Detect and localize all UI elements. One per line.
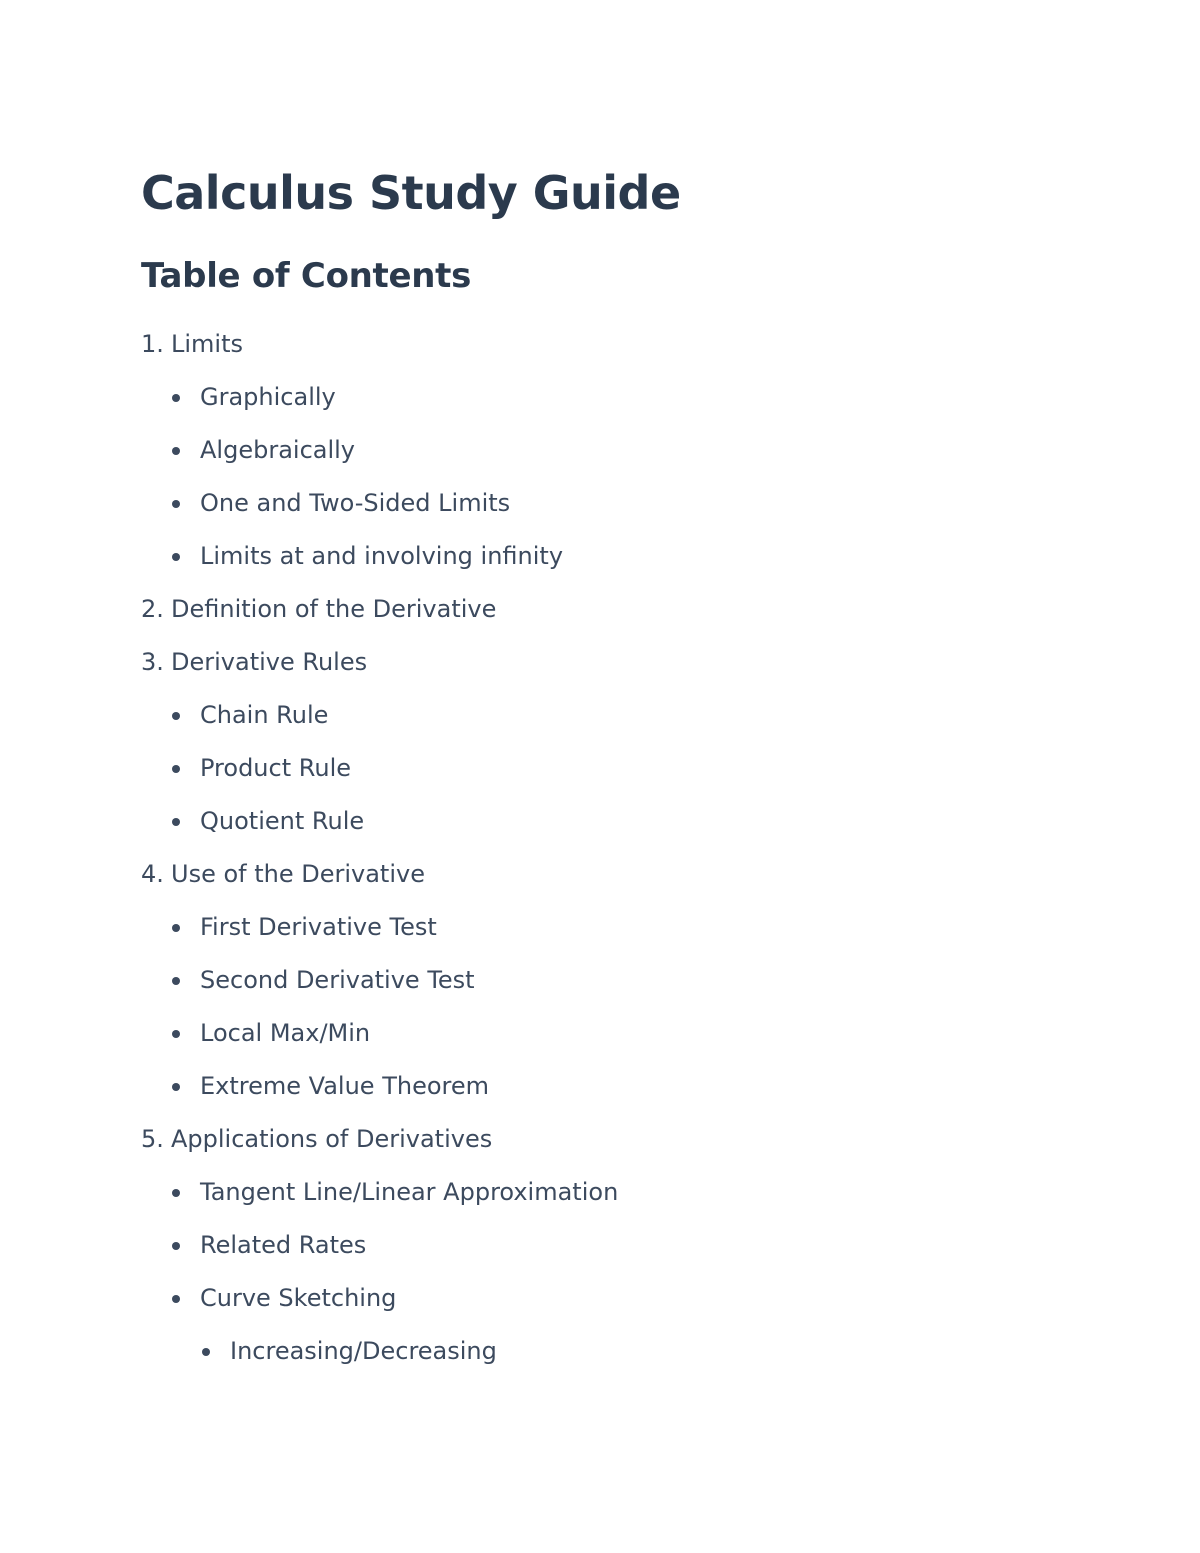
toc-item-label: Applications of Derivatives [171, 1125, 493, 1153]
toc-item-number: 4. [141, 860, 164, 888]
toc-item-number: 3. [141, 648, 164, 676]
toc-subitem-curve-sketching [141, 1272, 618, 1325]
bullet-icon [172, 394, 180, 402]
toc-heading: Table of Contents [141, 256, 472, 296]
toc-subitem-label: Quotient Rule [200, 807, 365, 835]
bullet-icon [202, 1348, 210, 1356]
bullet-icon [172, 977, 180, 985]
toc-item-use-derivative [141, 848, 618, 901]
bullet-icon [172, 1295, 180, 1303]
bullet-icon [172, 1083, 180, 1091]
toc-item-label: Limits [171, 330, 243, 358]
bullet-icon [172, 553, 180, 561]
toc-subitem-label: One and Two-Sided Limits [200, 489, 511, 517]
toc-item-label: Use of the Derivative [171, 860, 425, 888]
bullet-icon [172, 712, 180, 720]
toc-subitem-quotient-rule [141, 795, 618, 848]
bullet-icon [172, 1189, 180, 1197]
toc-subsubitem-increasing-decreasing [141, 1325, 618, 1378]
toc-subitem-label: Extreme Value Theorem [200, 1072, 489, 1100]
toc-item-label: Definition of the Derivative [171, 595, 497, 623]
toc-subitem-first-derivative-test [141, 901, 618, 954]
bullet-icon [172, 447, 180, 455]
toc-subitem-label: Algebraically [200, 436, 356, 464]
toc-subitem-label: Local Max/Min [200, 1019, 371, 1047]
toc-item-definition-derivative [141, 583, 618, 636]
bullet-icon [172, 1242, 180, 1250]
toc-subitem-label: Limits at and involving infinity [200, 542, 564, 570]
document-title: Calculus Study Guide [141, 166, 681, 220]
table-of-contents [141, 318, 618, 1378]
bullet-icon [172, 1030, 180, 1038]
toc-subitem-related-rates [141, 1219, 618, 1272]
toc-item-number: 5. [141, 1125, 164, 1153]
toc-subitem-label: Curve Sketching [200, 1284, 397, 1312]
bullet-icon [172, 924, 180, 932]
toc-subitem-local-max-min [141, 1007, 618, 1060]
toc-subitem-second-derivative-test [141, 954, 618, 1007]
toc-subitem-label: Graphically [200, 383, 336, 411]
toc-subitem-chain-rule [141, 689, 618, 742]
toc-subitem-one-two-sided-limits [141, 477, 618, 530]
toc-item-label: Derivative Rules [171, 648, 368, 676]
toc-item-applications-derivatives [141, 1113, 618, 1166]
toc-subitem-label: Product Rule [200, 754, 351, 782]
toc-subsubitem-label: Increasing/Decreasing [230, 1337, 497, 1365]
toc-subitem-label: Chain Rule [200, 701, 329, 729]
toc-subitem-label: First Derivative Test [200, 913, 437, 941]
toc-item-limits [141, 318, 618, 371]
toc-item-number: 1. [141, 330, 164, 358]
bullet-icon [172, 765, 180, 773]
toc-subitem-algebraically [141, 424, 618, 477]
toc-subitem-graphically [141, 371, 618, 424]
toc-subitem-label: Tangent Line/Linear Approximation [200, 1178, 619, 1206]
toc-item-derivative-rules [141, 636, 618, 689]
toc-subitem-tangent-line [141, 1166, 618, 1219]
toc-subitem-extreme-value-theorem [141, 1060, 618, 1113]
toc-subitem-product-rule [141, 742, 618, 795]
toc-subitem-label: Second Derivative Test [200, 966, 475, 994]
toc-item-number: 2. [141, 595, 164, 623]
bullet-icon [172, 818, 180, 826]
bullet-icon [172, 500, 180, 508]
toc-subitem-limits-infinity [141, 530, 618, 583]
toc-subitem-label: Related Rates [200, 1231, 367, 1259]
